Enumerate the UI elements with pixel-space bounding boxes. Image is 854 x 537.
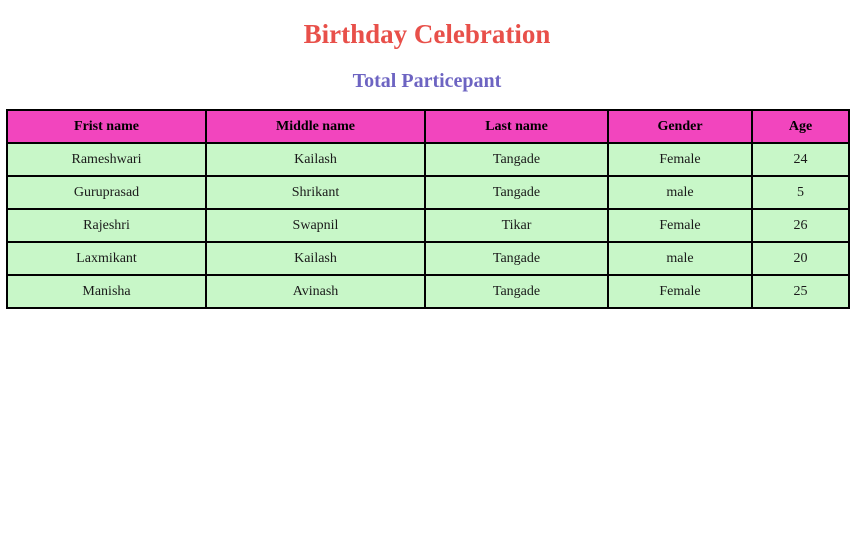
page-subtitle: Total Particepant [352,70,502,92]
table-row [7,209,849,242]
table-header-row [7,110,849,143]
cell-age: 5 [752,176,849,209]
table-row [7,275,849,308]
cell-last-name: Tangade [425,242,608,275]
cell-gender: Female [608,275,752,308]
cell-gender: Female [608,143,752,176]
cell-first-name: Laxmikant [7,242,206,275]
column-header-first-name: Frist name [7,110,206,143]
cell-first-name: Manisha [7,275,206,308]
cell-middle-name: Kailash [206,143,425,176]
column-header-middle-name: Middle name [206,110,425,143]
cell-first-name: Guruprasad [7,176,206,209]
cell-age: 24 [752,143,849,176]
table-row [7,176,849,209]
cell-gender: male [608,242,752,275]
cell-age: 25 [752,275,849,308]
table-row [7,242,849,275]
table-row [7,143,849,176]
cell-last-name: Tangade [425,176,608,209]
column-header-gender: Gender [608,110,752,143]
page-title: Birthday Celebration [303,19,551,49]
cell-last-name: Tangade [425,143,608,176]
cell-middle-name: Shrikant [206,176,425,209]
cell-age: 26 [752,209,849,242]
cell-last-name: Tikar [425,209,608,242]
column-header-last-name: Last name [425,110,608,143]
cell-middle-name: Kailash [206,242,425,275]
cell-last-name: Tangade [425,275,608,308]
cell-gender: Female [608,209,752,242]
cell-middle-name: Swapnil [206,209,425,242]
cell-first-name: Rameshwari [7,143,206,176]
cell-age: 20 [752,242,849,275]
cell-middle-name: Avinash [206,275,425,308]
cell-gender: male [608,176,752,209]
cell-first-name: Rajeshri [7,209,206,242]
participants-table [6,109,850,309]
column-header-age: Age [752,110,849,143]
